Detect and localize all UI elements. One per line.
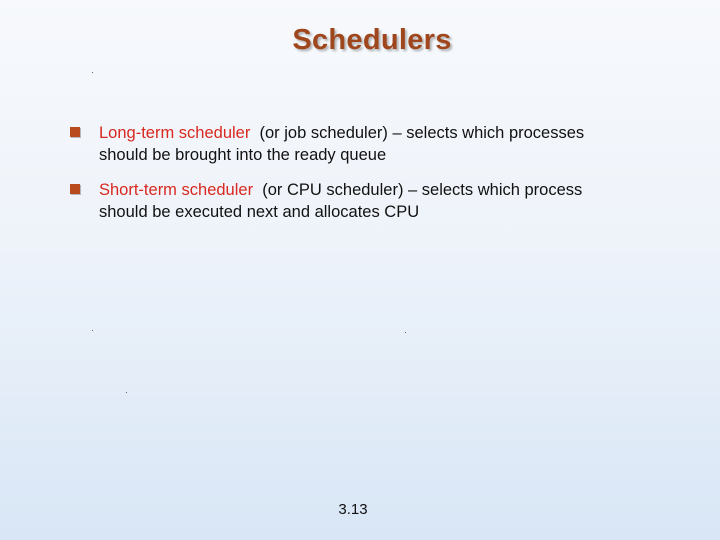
bullet-text: (or CPU scheduler) – selects which process should be executed next and allocates CPU bbox=[99, 181, 587, 221]
artifact-dot bbox=[92, 330, 93, 331]
artifact-dot bbox=[126, 392, 127, 393]
bullet-term: Long-term scheduler bbox=[99, 124, 251, 142]
slide-title: Schedulers bbox=[292, 24, 452, 56]
artifact-dot bbox=[92, 72, 93, 73]
bullet-item-short-term bbox=[70, 179, 590, 223]
page-number: 3.13 bbox=[338, 501, 368, 518]
square-bullet-icon bbox=[70, 184, 80, 194]
bullet-text: (or job scheduler) – selects which processes should be brought into the ready queue bbox=[99, 124, 589, 164]
artifact-dot bbox=[405, 332, 406, 333]
bullet-item-long-term bbox=[70, 122, 590, 166]
square-bullet-icon bbox=[70, 127, 80, 137]
bullet-term: Short-term scheduler bbox=[99, 181, 254, 199]
bullet-list bbox=[70, 122, 590, 236]
